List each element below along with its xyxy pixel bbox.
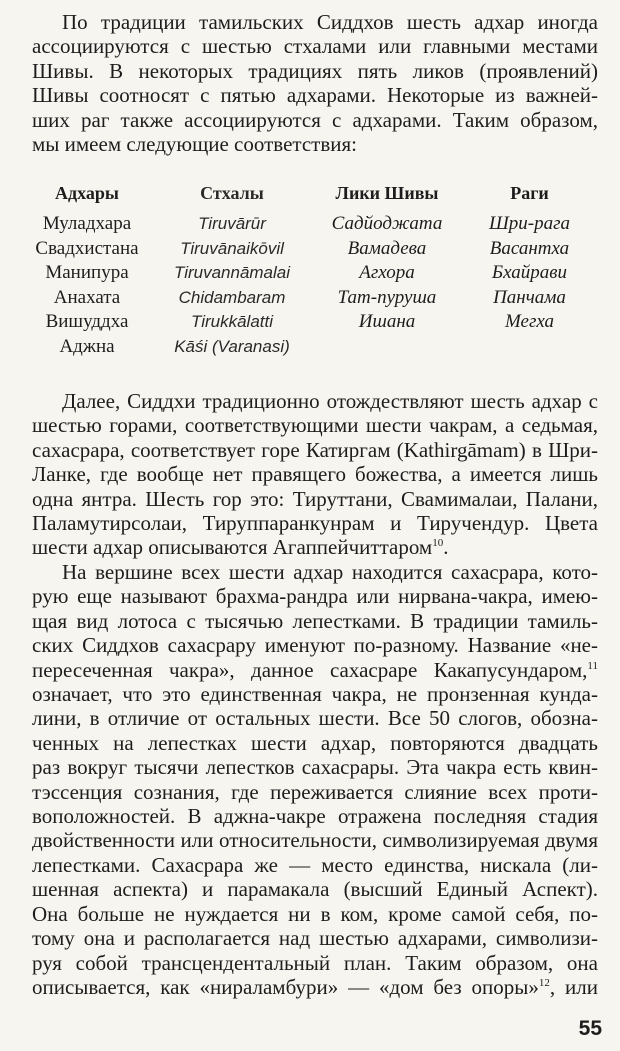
text-line: сахасрара, соответствует горе Катиргам (Kathirgāmam) в Шри- <box>32 437 598 462</box>
text-line: воположностей. В аджна-чакре отражена последняя стадия <box>32 804 598 829</box>
line-tail: , или <box>549 974 598 999</box>
table-header-row <box>22 183 597 212</box>
text-line: Ланке, где вообще нет правящего божества, а имеется лишь <box>32 462 598 487</box>
shiva-face-cell: Ишана <box>358 311 416 333</box>
adhara-cell: Анахата <box>53 286 121 308</box>
text-line <box>32 658 598 682</box>
sthala-cell: Tiruvānaikōvil <box>180 238 284 258</box>
text-line: ших раг также ассоциируются с адхарами. Таким образом, <box>32 107 598 132</box>
text-line: щая вид лотоса с тысячью лепестками. В традиции тамиль- <box>32 608 598 633</box>
shiva-face-cell: Агхора <box>359 262 415 284</box>
table-row <box>22 286 597 311</box>
adhara-cell: Манипура <box>45 262 129 284</box>
text-line: шенная аспекта) и парамакала (высший Единый Аспект). <box>32 877 598 902</box>
correspondence-table <box>22 183 597 359</box>
text-line: руя собой трансцендентальный план. Таким образом, она <box>32 950 598 975</box>
paragraph-sahasrara <box>32 560 598 999</box>
line-text: шести адхар описываются Агаппейчиттаром <box>32 535 433 560</box>
text-line: На вершине всех шести адхар находится сахасрара, кото- <box>62 560 598 584</box>
adhara-cell: Аджна <box>59 335 115 357</box>
text-line: шестью горами, соответствующими шести чакрам, а седьмая, <box>32 413 598 438</box>
text-line: тэссенция сознания, где переживается слияние всех проти- <box>32 779 598 804</box>
raga-cell: Бхайрави <box>491 262 568 284</box>
sthala-cell: Tiruvārūr <box>198 214 266 234</box>
raga-cell: Васантха <box>489 237 570 259</box>
table-row <box>22 335 597 360</box>
text-line: рую еще называют брахма-рандра или нирвана-чакра, имею- <box>32 584 598 609</box>
header-sthalas: Стхалы <box>200 183 264 203</box>
adhara-cell: Свадхистана <box>35 237 139 259</box>
footnote-marker: 11 <box>587 659 598 672</box>
sthala-cell: Kāśi (Varanasi) <box>174 336 290 356</box>
text-line: лини, в отличие от остальных шести. Все 50 слогов, обозна- <box>32 706 598 731</box>
header-shiva-faces: Лики Шивы <box>335 183 439 203</box>
text-line: Она больше не нуждается ни в ком, кроме самой себя, по- <box>32 901 598 926</box>
raga-cell <box>462 335 597 360</box>
paragraph-mountains <box>32 389 598 560</box>
table-row <box>22 237 597 262</box>
text-line: ассоциируются с шестью стхалами или главными местами <box>32 34 598 59</box>
text-line: шести адхар описываются Агаппейчиттаром$^{10}$. <box>32 535 449 560</box>
text-line: мы имеем следующие соответствия: <box>32 132 357 157</box>
header-ragas: Раги <box>510 183 549 203</box>
text-line: Далее, Сиддхи традиционно отождествляют шесть адхар с <box>62 389 598 413</box>
raga-cell: Шри-рага <box>488 213 571 235</box>
footnote-marker: 12 <box>538 976 550 989</box>
raga-cell: Панчама <box>493 286 566 308</box>
text-line: Шивы. В некоторых традициях пять ликов (проявлений) <box>32 58 598 83</box>
text-line: означает, что это единственная чакра, не пронзенная кунда- <box>32 682 598 707</box>
table-row <box>22 261 597 286</box>
text-line: лепестками. Сахасрара же — место единства, нискала (ли- <box>32 852 598 877</box>
table-row <box>22 310 597 335</box>
text-line <box>32 975 598 999</box>
sthala-cell: Chidambaram <box>178 287 286 307</box>
paragraph-intro <box>32 10 598 156</box>
text-line: Шивы соотносят с пятью адхарами. Некоторые из важней- <box>32 83 598 108</box>
text-line: Паламутирсолаи, Тируппаранкунрам и Тиручендур. Цвета <box>32 511 598 536</box>
text-line: ских Сиддхов сахасрару именуют по-разному. Название «не- <box>32 633 598 658</box>
adhara-cell: Вишуддха <box>45 311 129 333</box>
footnote-marker: 10 <box>432 537 444 550</box>
line-text: описывается, как «нираламбури» — «дом без опоры» <box>32 974 539 999</box>
text-line: По традиции тамильских Сиддхов шесть адхар иногда <box>62 10 598 34</box>
text-line: раз вокруг тысячи лепестков сахасрары. Эта чакра есть квин- <box>32 755 598 780</box>
page-number: 55 <box>578 1017 602 1040</box>
shiva-face-cell: Тат-пуруша <box>337 286 437 308</box>
line-text: пересеченная чакра», данное сахасраре Какапусундаром, <box>32 657 588 682</box>
text-line: двойственности или относительности, символизируемая двумя <box>32 828 598 853</box>
text-line: одна янтра. Шесть гор это: Тируттани, Свамималаи, Палани, <box>32 486 598 511</box>
text-line: тому она и располагается над шестью адхарами, символизи- <box>32 926 598 951</box>
sthala-cell: Tirukkālatti <box>190 312 274 332</box>
sthala-cell: Tiruvannāmalai <box>173 263 291 283</box>
shiva-face-cell: Садйоджата <box>331 213 443 235</box>
header-adharas: Адхары <box>55 183 119 203</box>
shiva-face-cell <box>312 335 462 360</box>
shiva-face-cell: Вамадева <box>347 237 427 259</box>
text-line: ченных на лепестках шести адхар, повторяются двадцать <box>32 730 598 755</box>
raga-cell: Мегха <box>504 311 555 333</box>
table-row <box>22 212 597 237</box>
adhara-cell: Муладхара <box>42 213 132 235</box>
